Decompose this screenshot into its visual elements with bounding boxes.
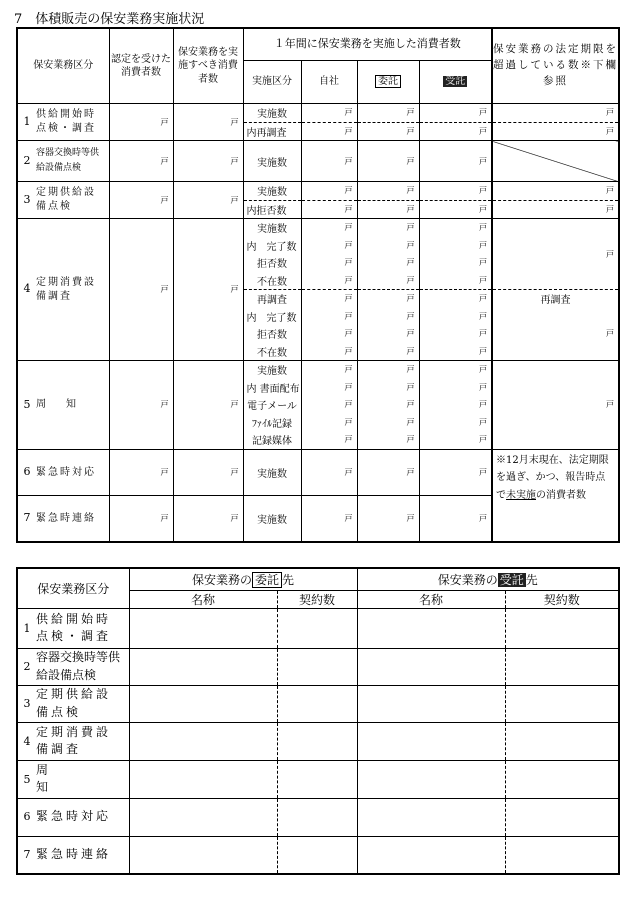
kubun-cell: 電子メール: [243, 396, 301, 414]
category-cell: 2容器交換時等供給設備点検: [17, 141, 109, 182]
unit-label: 戸: [479, 417, 487, 427]
should-cell: [173, 182, 243, 219]
unit-label: 戸: [406, 126, 415, 136]
t2-category-cell: 1供給開始時点検・調査: [17, 608, 129, 648]
unit-label: 戸: [479, 346, 487, 356]
self-cell: [301, 272, 357, 290]
kubun-cell: 再調査: [243, 290, 301, 308]
jutaku-cell: [419, 182, 492, 201]
t2-jutaku-name-cell[interactable]: [357, 685, 505, 722]
unit-label: 戸: [606, 108, 614, 118]
kubun-cell: 実施数: [243, 361, 301, 379]
category-cell: 6 緊急時対応: [17, 449, 109, 495]
outsourcing-table: [16, 567, 620, 875]
unit-label: 戸: [479, 275, 487, 285]
unit-label: 戸: [406, 329, 415, 339]
table-row: [17, 182, 619, 201]
t2-jutaku-name-cell[interactable]: [357, 722, 505, 760]
unit-label: 戸: [344, 156, 353, 166]
unit-label: 戸: [160, 285, 169, 294]
unit-label: 戸: [160, 400, 169, 410]
t2-jutaku-contract-cell[interactable]: [505, 722, 619, 760]
itaku-cell: [357, 104, 419, 123]
category-cell: 1 供給開始時点検・調査: [17, 104, 109, 141]
unit-label: 戸: [160, 513, 169, 523]
certified-cell: [109, 182, 173, 219]
unit-label: 戸: [344, 223, 353, 233]
self-cell: [301, 104, 357, 123]
safety-work-table: [16, 27, 620, 543]
t2-jutaku-name-cell[interactable]: [357, 648, 505, 685]
self-cell: [301, 141, 357, 182]
overdue-note: ※12月末現在、法定期限を過ぎ、かつ、報告時点で未実施の消費者数: [492, 449, 619, 542]
t2-itaku-contract-cell[interactable]: [277, 798, 357, 836]
jutaku-cell: [419, 104, 492, 123]
kubun-cell: 実施数: [243, 182, 301, 201]
unit-label: 戸: [606, 329, 614, 339]
jutaku-cell: [419, 396, 492, 414]
itaku-cell: [357, 396, 419, 414]
unit-label: 戸: [406, 417, 415, 427]
unit-label: 戸: [230, 156, 239, 166]
kubun-cell: 実施数: [243, 449, 301, 495]
unit-label: 戸: [479, 240, 487, 250]
t2-jutaku-name-cell[interactable]: [357, 836, 505, 874]
unit-label: 戸: [344, 108, 353, 118]
unit-label: 戸: [344, 417, 353, 427]
kubun-cell: 内 完了数: [243, 237, 301, 255]
unit-label: 戸: [344, 311, 353, 321]
self-cell: [301, 379, 357, 397]
itaku-cell: [357, 272, 419, 290]
unit-label: 戸: [344, 382, 353, 392]
t2-jutaku-contract-cell[interactable]: [505, 685, 619, 722]
itaku-cell: [357, 343, 419, 361]
t2-header-contracts: 契約数: [277, 590, 357, 608]
overdue-cell: [492, 182, 619, 201]
t2-itaku-contract-cell[interactable]: [277, 608, 357, 648]
self-cell: [301, 361, 357, 379]
unit-label: 戸: [479, 294, 487, 304]
self-cell: [301, 449, 357, 495]
header-overdue: 保安業務の法定期限を超過している数※下欄参照: [492, 28, 619, 104]
t2-jutaku-contract-cell[interactable]: [505, 608, 619, 648]
header-itaku: 委託: [357, 61, 419, 104]
t2-jutaku-name-cell[interactable]: [357, 608, 505, 648]
unit-label: 戸: [230, 467, 239, 477]
jutaku-cell: [419, 449, 492, 495]
jutaku-cell: [419, 343, 492, 361]
t2-itaku-name-cell[interactable]: [129, 836, 277, 874]
unit-label: 戸: [406, 275, 415, 285]
certified-cell: [109, 449, 173, 495]
unit-label: 戸: [406, 513, 415, 523]
table-row: [17, 836, 619, 874]
self-cell: [301, 308, 357, 326]
self-cell: [301, 254, 357, 272]
overdue-reinspect-cell: [492, 308, 619, 361]
unit-label: 戸: [479, 186, 487, 196]
unit-label: 戸: [344, 346, 353, 356]
unit-label: 戸: [230, 285, 239, 294]
unit-label: 戸: [406, 365, 415, 375]
t2-header-name: 名称: [129, 590, 277, 608]
table-row: [17, 104, 619, 123]
unit-label: 戸: [230, 513, 239, 523]
unit-label: 戸: [406, 240, 415, 250]
category-cell: 5 周 知: [17, 361, 109, 450]
itaku-cell: [357, 254, 419, 272]
unit-label: 戸: [406, 382, 415, 392]
itaku-cell: [357, 495, 419, 542]
t2-itaku-contract-cell[interactable]: [277, 685, 357, 722]
section-title: 7 体積販売の保安業務実施状況: [14, 12, 205, 27]
itaku-cell: [357, 361, 419, 379]
jutaku-cell: [419, 200, 492, 219]
self-cell: [301, 237, 357, 255]
table-row: [17, 608, 619, 648]
self-cell: [301, 325, 357, 343]
unit-label: 戸: [479, 258, 487, 268]
kubun-cell: 実施数: [243, 141, 301, 182]
overdue-reinspect-label: 再調査: [492, 290, 619, 308]
self-cell: [301, 431, 357, 449]
self-cell: [301, 414, 357, 432]
unit-label: 戸: [344, 435, 353, 445]
unit-label: 戸: [230, 195, 239, 205]
unit-label: 戸: [344, 294, 353, 304]
t2-category-cell: 2容器交換時等供給設備点検: [17, 648, 129, 685]
unit-label: 戸: [344, 126, 353, 136]
kubun-cell: ﾌｧｲﾙ記録: [243, 414, 301, 432]
unit-label: 戸: [606, 249, 614, 259]
unit-label: 戸: [606, 126, 614, 136]
unit-label: 戸: [344, 240, 353, 250]
t2-header-jutaku: 保安業務の 受託 先: [357, 568, 619, 590]
overdue-cell: [492, 361, 619, 450]
t2-header-category: 保安業務区分: [17, 568, 129, 608]
table-row: [17, 685, 619, 722]
t2-category-cell: 4定期消費設備調査: [17, 722, 129, 760]
certified-cell: [109, 141, 173, 182]
itaku-cell: [357, 431, 419, 449]
unit-label: 戸: [479, 365, 487, 375]
table-row: [17, 648, 619, 685]
self-cell: [301, 200, 357, 219]
itaku-cell: [357, 325, 419, 343]
t2-itaku-contract-cell[interactable]: [277, 722, 357, 760]
unit-label: 戸: [479, 156, 487, 166]
jutaku-cell: [419, 254, 492, 272]
unit-label: 戸: [606, 186, 614, 196]
t2-itaku-name-cell[interactable]: [129, 722, 277, 760]
kubun-cell: 内再調査: [243, 122, 301, 141]
header-should: 保安業務を実施すべき消費者数: [173, 28, 243, 104]
kubun-cell: 実施数: [243, 219, 301, 237]
table-row: [17, 722, 619, 760]
t2-itaku-name-cell[interactable]: [129, 760, 277, 798]
category-cell: 7 緊急時連絡: [17, 495, 109, 542]
header-jutaku: 受託: [419, 61, 492, 104]
t2-jutaku-name-cell[interactable]: [357, 760, 505, 798]
kubun-cell: 不在数: [243, 343, 301, 361]
overdue-cell: [492, 122, 619, 141]
overdue-cell: [492, 219, 619, 290]
t2-category-cell: 3定期供給設備点検: [17, 685, 129, 722]
category-cell: 4 定期消費設備調査: [17, 219, 109, 361]
should-cell: [173, 104, 243, 141]
unit-label: 戸: [479, 329, 487, 339]
table-row: [17, 798, 619, 836]
itaku-cell: [357, 141, 419, 182]
unit-label: 戸: [479, 223, 487, 233]
unit-label: 戸: [479, 204, 487, 214]
t2-header-name: 名称: [357, 590, 505, 608]
t2-itaku-contract-cell[interactable]: [277, 648, 357, 685]
kubun-cell: 記録媒体: [243, 431, 301, 449]
unit-label: 戸: [479, 108, 487, 118]
jutaku-cell: [419, 379, 492, 397]
unit-label: 戸: [479, 311, 487, 321]
itaku-cell: [357, 200, 419, 219]
kubun-cell: 実施数: [243, 104, 301, 123]
self-cell: [301, 122, 357, 141]
unit-label: 戸: [344, 400, 353, 410]
unit-label: 戸: [406, 258, 415, 268]
itaku-cell: [357, 379, 419, 397]
unit-label: 戸: [406, 435, 415, 445]
kubun-cell: 内拒否数: [243, 200, 301, 219]
table-row: [17, 141, 619, 182]
t2-itaku-contract-cell[interactable]: [277, 836, 357, 874]
kubun-cell: 不在数: [243, 272, 301, 290]
jutaku-cell: [419, 141, 492, 182]
should-cell: [173, 141, 243, 182]
should-cell: [173, 449, 243, 495]
jutaku-cell: [419, 290, 492, 308]
jutaku-cell: [419, 325, 492, 343]
unit-label: 戸: [406, 467, 415, 477]
t2-itaku-name-cell[interactable]: [129, 648, 277, 685]
jutaku-cell: [419, 219, 492, 237]
itaku-cell: [357, 182, 419, 201]
itaku-cell: [357, 122, 419, 141]
kubun-cell: 内 完了数: [243, 308, 301, 326]
itaku-cell: [357, 308, 419, 326]
unit-label: 戸: [406, 311, 415, 321]
self-cell: [301, 495, 357, 542]
certified-cell: [109, 219, 173, 361]
self-cell: [301, 343, 357, 361]
jutaku-cell: [419, 361, 492, 379]
t2-header-contracts: 契約数: [505, 590, 619, 608]
unit-label: 戸: [230, 400, 239, 410]
kubun-cell: 内 書面配布: [243, 379, 301, 397]
unit-label: 戸: [406, 346, 415, 356]
kubun-cell: 拒否数: [243, 254, 301, 272]
unit-label: 戸: [479, 400, 487, 410]
unit-label: 戸: [406, 223, 415, 233]
t2-jutaku-contract-cell[interactable]: [505, 798, 619, 836]
jutaku-cell: [419, 414, 492, 432]
t2-jutaku-contract-cell[interactable]: [505, 648, 619, 685]
itaku-cell: [357, 237, 419, 255]
header-group: １年間に保安業務を実施した消費者数: [243, 28, 492, 61]
should-cell: [173, 495, 243, 542]
header-kubun: 実施区分: [243, 61, 301, 104]
jutaku-cell: [419, 431, 492, 449]
category-cell: 3 定期供給設備点検: [17, 182, 109, 219]
should-cell: [173, 361, 243, 450]
unit-label: 戸: [406, 186, 415, 196]
kubun-cell: 実施数: [243, 495, 301, 542]
unit-label: 戸: [344, 275, 353, 285]
unit-label: 戸: [479, 467, 487, 477]
certified-cell: [109, 104, 173, 141]
self-cell: [301, 290, 357, 308]
self-cell: [301, 396, 357, 414]
t2-jutaku-contract-cell[interactable]: [505, 760, 619, 798]
unit-label: 戸: [479, 435, 487, 445]
unit-label: 戸: [160, 156, 169, 166]
table-row: [17, 361, 619, 379]
unit-label: 戸: [344, 365, 353, 375]
table-row: [17, 449, 619, 495]
unit-label: 戸: [344, 513, 353, 523]
t2-jutaku-name-cell[interactable]: [357, 798, 505, 836]
t2-category-cell: 7 緊急時連絡: [17, 836, 129, 874]
certified-cell: [109, 495, 173, 542]
overdue-na-cell: [492, 141, 619, 182]
header-self: 自社: [301, 61, 357, 104]
unit-label: 戸: [406, 400, 415, 410]
unit-label: 戸: [606, 400, 614, 410]
unit-label: 戸: [344, 204, 353, 214]
table-row: [17, 219, 619, 237]
t2-itaku-name-cell[interactable]: [129, 685, 277, 722]
unit-label: 戸: [406, 108, 415, 118]
t2-itaku-contract-cell[interactable]: [277, 760, 357, 798]
jutaku-cell: [419, 237, 492, 255]
jutaku-cell: [419, 122, 492, 141]
kubun-cell: 拒否数: [243, 325, 301, 343]
unit-label: 戸: [344, 258, 353, 268]
unit-label: 戸: [344, 186, 353, 196]
self-cell: [301, 219, 357, 237]
jutaku-cell: [419, 308, 492, 326]
t2-itaku-name-cell[interactable]: [129, 798, 277, 836]
t2-jutaku-contract-cell[interactable]: [505, 836, 619, 874]
t2-category-cell: 6 緊急時対応: [17, 798, 129, 836]
t2-header-itaku: 保安業務の 委託 先: [129, 568, 357, 590]
jutaku-cell: [419, 495, 492, 542]
t2-itaku-name-cell[interactable]: [129, 608, 277, 648]
unit-label: 戸: [160, 467, 169, 477]
itaku-cell: [357, 290, 419, 308]
header-certified: 認定を受けた消費者数: [109, 28, 173, 104]
header-category: 保安業務区分: [17, 28, 109, 104]
unit-label: 戸: [160, 195, 169, 205]
unit-label: 戸: [406, 156, 415, 166]
t2-category-cell: 5周 知: [17, 760, 129, 798]
unit-label: 戸: [479, 382, 487, 392]
overdue-cell: [492, 200, 619, 219]
certified-cell: [109, 361, 173, 450]
itaku-cell: [357, 449, 419, 495]
unit-label: 戸: [479, 513, 487, 523]
unit-label: 戸: [230, 117, 239, 127]
itaku-cell: [357, 414, 419, 432]
unit-label: 戸: [406, 204, 415, 214]
itaku-cell: [357, 219, 419, 237]
jutaku-cell: [419, 272, 492, 290]
unit-label: 戸: [344, 329, 353, 339]
unit-label: 戸: [479, 126, 487, 136]
self-cell: [301, 182, 357, 201]
unit-label: 戸: [160, 117, 169, 127]
unit-label: 戸: [344, 467, 353, 477]
table-row: [17, 760, 619, 798]
unit-label: 戸: [406, 294, 415, 304]
unit-label: 戸: [606, 204, 614, 214]
should-cell: [173, 219, 243, 361]
overdue-cell: [492, 104, 619, 123]
